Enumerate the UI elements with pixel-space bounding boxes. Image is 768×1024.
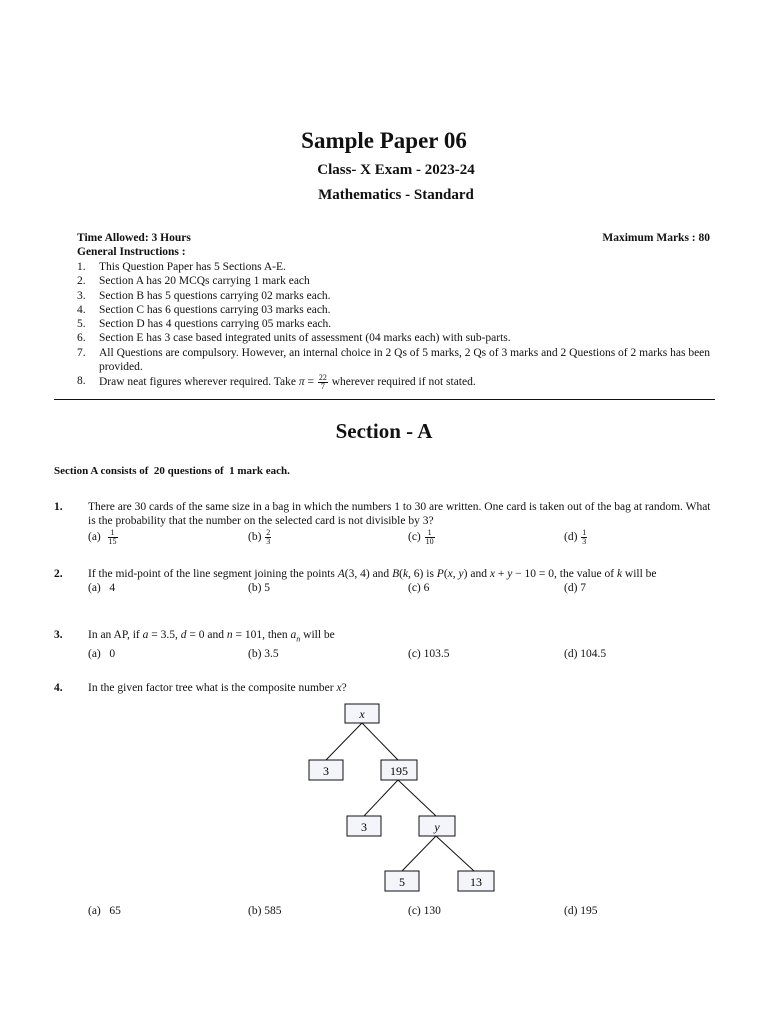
text-part: (: [443, 568, 448, 580]
instruction-item: [77, 274, 719, 288]
instruction-text-part: wherever required if not stated.: [328, 376, 476, 389]
instruction-text: [99, 374, 719, 391]
tree-edge: [326, 723, 362, 760]
math-var: A: [337, 568, 345, 580]
instruction-text: Section B has 5 questions carrying 02 marks each.: [99, 289, 331, 302]
option-fraction: [581, 529, 587, 546]
text-part: = 0 and: [186, 629, 227, 641]
node-label: 5: [399, 875, 405, 889]
text-part: (: [399, 568, 403, 580]
option-b[interactable]: (b) 3.5: [248, 647, 279, 660]
instruction-number: 2.: [77, 275, 86, 288]
tree-edge: [362, 723, 398, 760]
question-number: 3.: [54, 629, 63, 641]
node-label: y: [434, 820, 440, 834]
option-label: (d): [564, 530, 578, 543]
question-number: 2.: [54, 568, 63, 580]
option-a[interactable]: [88, 529, 119, 546]
fraction-denominator: 3: [582, 536, 587, 546]
tree-edge: [436, 836, 474, 871]
instruction-number: 8.: [77, 375, 86, 388]
option-a[interactable]: (a) 4: [88, 582, 116, 595]
option-c[interactable]: [408, 529, 436, 546]
section-title: Section - A: [335, 419, 433, 443]
pi-symbol: π: [298, 376, 305, 389]
text-part: , 6) is: [408, 568, 437, 580]
option-d[interactable]: (d) 7: [564, 582, 587, 595]
instruction-number: 3.: [77, 289, 86, 302]
text-part: will be: [622, 568, 657, 580]
text-part: In an AP, if: [88, 629, 143, 641]
option-a[interactable]: (a) 0: [88, 647, 116, 660]
tree-edge: [402, 836, 436, 871]
tree-node-left3: [385, 871, 419, 891]
text-part: = 3.5,: [148, 629, 181, 641]
math-var: x: [489, 568, 495, 580]
option-c[interactable]: (c) 130: [408, 905, 441, 917]
option-label: (a): [88, 530, 101, 543]
question-3: [54, 628, 716, 662]
tree-node-right3: [458, 871, 494, 891]
fraction-denominator: 3: [266, 536, 271, 546]
instruction-number: 4.: [77, 303, 86, 316]
fraction-numerator: 1: [582, 527, 587, 537]
text-part: ,: [452, 568, 459, 580]
fraction-numerator: 1: [108, 529, 118, 538]
option-d[interactable]: [564, 529, 588, 546]
options-row: [88, 581, 716, 596]
option-label: (b): [248, 530, 262, 543]
node-label: 3: [361, 820, 367, 834]
section-note: Section A consists of 20 questions of 1 mark each.: [54, 465, 290, 477]
pi-fraction: [318, 374, 328, 391]
instruction-item: [77, 317, 719, 331]
instruction-number: 5.: [77, 318, 86, 331]
math-var: k: [616, 568, 623, 580]
text-part: − 10 = 0, the value of: [512, 568, 617, 580]
option-b[interactable]: (b) 5: [248, 582, 271, 595]
fraction-denominator: 7: [320, 382, 325, 392]
options-row: [88, 529, 716, 544]
math-var: k: [402, 568, 409, 580]
question-text: [88, 681, 716, 695]
instruction-item: [77, 331, 719, 345]
text-part: ?: [341, 682, 347, 694]
text-part: = 101, then: [232, 629, 291, 641]
option-d[interactable]: (d) 104.5: [564, 647, 607, 660]
question-number: 1.: [54, 501, 63, 513]
paper-title: Sample Paper 06: [301, 128, 467, 153]
math-var: x: [336, 682, 342, 694]
math-var: y: [507, 568, 513, 580]
option-a[interactable]: (a) 65: [88, 905, 121, 917]
option-fraction: [108, 529, 118, 546]
option-fraction: [265, 529, 271, 546]
math-var: x: [447, 568, 453, 580]
node-label: x: [359, 707, 365, 721]
instruction-text: This Question Paper has 5 Sections A-E.: [99, 261, 286, 273]
tree-node-right1: [381, 760, 417, 780]
time-allowed: Time Allowed: 3 Hours: [77, 232, 191, 244]
question-1: [54, 500, 716, 544]
instruction-text: Section D has 4 questions carrying 05 marks each.: [99, 318, 332, 331]
tree-edge: [398, 780, 436, 816]
option-c[interactable]: (c) 6: [408, 582, 430, 595]
node-label: 3: [323, 764, 329, 778]
tree-node-right2: [419, 816, 455, 836]
math-var: y: [458, 568, 464, 580]
option-label: (c): [408, 530, 421, 543]
math-subscript: n: [296, 634, 301, 644]
instruction-text: Section C has 6 questions carrying 03 marks each.: [99, 303, 331, 316]
option-b[interactable]: [248, 529, 272, 546]
text-part: If the mid-point of the line segment joining the points: [88, 568, 338, 580]
instruction-number: 6.: [77, 332, 86, 345]
instruction-number: 7.: [77, 346, 86, 359]
node-label: 13: [470, 875, 482, 889]
question-number: 4.: [54, 682, 63, 694]
node-label: 195: [390, 764, 408, 778]
option-c[interactable]: (c) 103.5: [408, 647, 450, 660]
tree-edge: [364, 780, 398, 816]
instruction-number: 1.: [77, 261, 86, 273]
instruction-item: [77, 260, 719, 274]
instruction-text: All Questions are compulsory. However, an internal choice in 2 Qs of 5 marks, 2 Qs of 3 marks and 2 Questions of 2 marks has been provided.: [99, 346, 711, 374]
text-part: (3, 4) and: [344, 568, 393, 580]
instruction-text-part: Draw neat figures wherever required. Take: [99, 376, 299, 389]
subject-line: Mathematics - Standard: [318, 187, 474, 203]
instructions-list: [77, 260, 719, 391]
fraction-numerator: 1: [425, 529, 435, 538]
fraction-numerator: 2: [266, 527, 271, 537]
tree-node-left1: [309, 760, 343, 780]
instruction-text: Section E has 3 case based integrated units of assessment (04 marks each) with sub-parts.: [99, 332, 511, 345]
equals-sign: =: [304, 376, 317, 389]
options-row: [88, 647, 716, 662]
math-var: a: [290, 629, 297, 641]
math-var: P: [436, 568, 444, 580]
fraction-denominator: 15: [108, 536, 117, 546]
instruction-item: [77, 346, 719, 375]
text-part: In the given factor tree what is the composite number: [88, 682, 337, 694]
fraction-denominator: 10: [425, 536, 434, 546]
instruction-item: [77, 374, 719, 391]
instruction-item: [77, 289, 719, 303]
option-d[interactable]: (d) 195: [564, 905, 598, 917]
class-line: Class- X Exam - 2023-24: [317, 162, 475, 178]
instruction-text: Section A has 20 MCQs carrying 1 mark each: [99, 275, 310, 288]
math-var: a: [142, 629, 149, 641]
math-var: d: [180, 629, 187, 641]
section-divider: [54, 399, 715, 400]
question-text: There are 30 cards of the same size in a bag in which the numbers 1 to 30 are written. One card is taken out of the bag at random. What is the probability that the number on the selected card is not divisible by 3?: [88, 501, 711, 528]
tree-node-left2: [347, 816, 381, 836]
option-b[interactable]: (b) 585: [248, 905, 282, 917]
math-var: B: [392, 568, 400, 580]
text-part: will be: [300, 629, 335, 641]
text-part: +: [494, 568, 508, 580]
question-4: [54, 681, 716, 695]
instruction-item: [77, 303, 719, 317]
math-var: n: [226, 629, 233, 641]
maximum-marks: Maximum Marks : 80: [602, 232, 710, 244]
instructions-heading: General Instructions :: [77, 246, 186, 258]
fraction-numerator: 22: [318, 373, 327, 383]
tree-node-root: [345, 704, 379, 723]
question-text: [88, 628, 716, 647]
text-part: ) and: [463, 568, 490, 580]
question-2: [54, 567, 716, 596]
option-fraction: [425, 529, 435, 546]
question-text: [88, 567, 716, 581]
factor-tree-diagram: [300, 700, 520, 900]
